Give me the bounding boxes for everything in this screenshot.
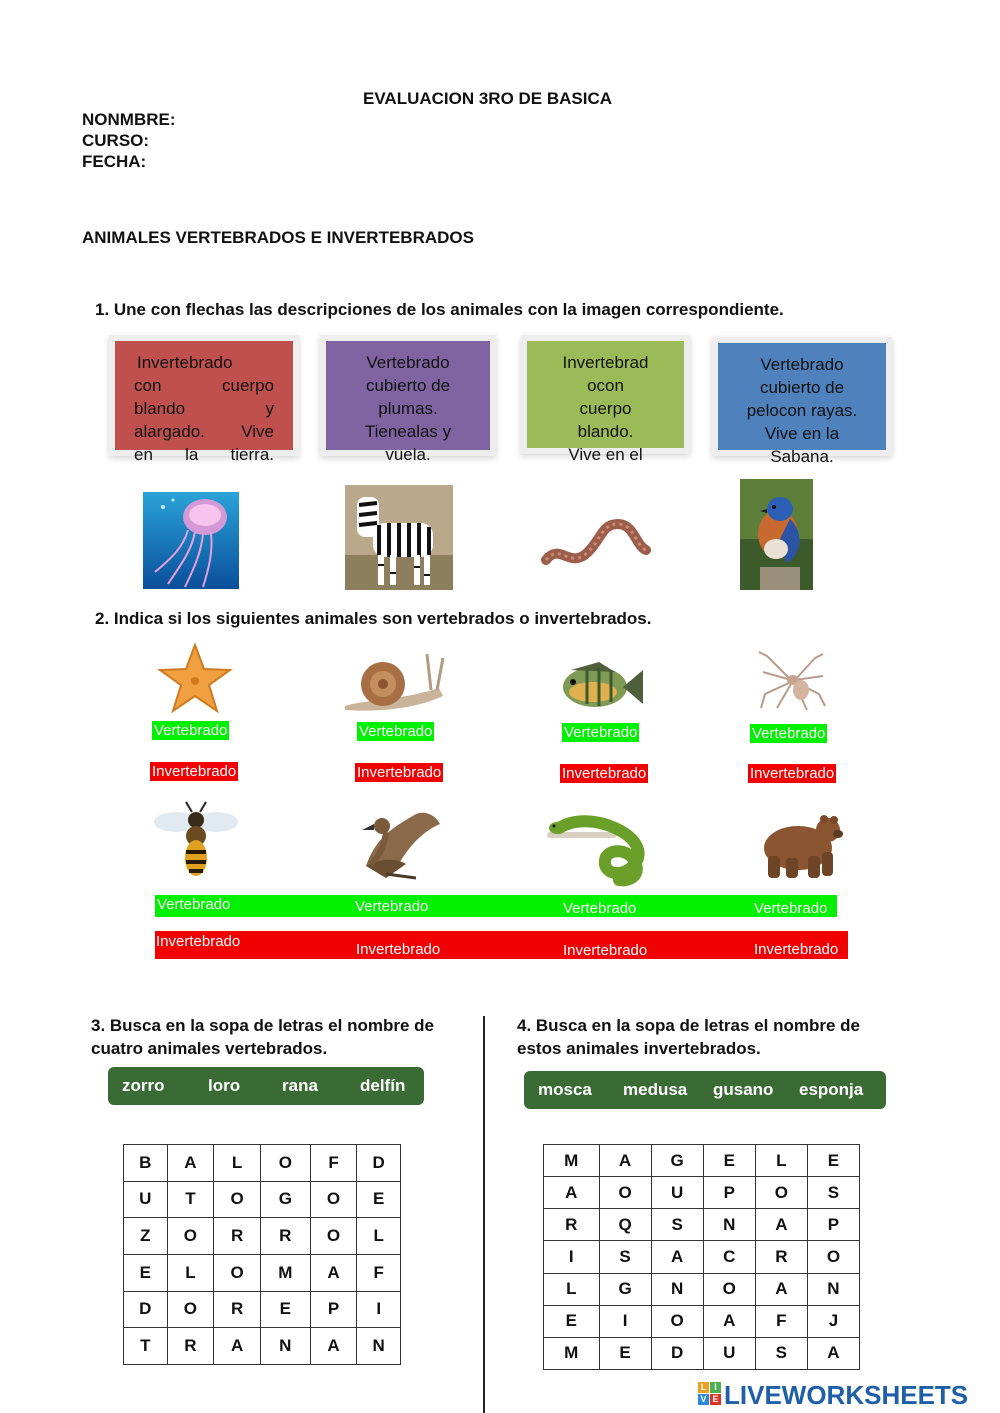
- q3-letter-cell[interactable]: I: [357, 1291, 401, 1328]
- q4-word-search-grid: [543, 1144, 860, 1370]
- q4-letter-row: [544, 1337, 860, 1369]
- description-card-4[interactable]: [718, 343, 886, 466]
- q4-letter-row: [544, 1305, 860, 1337]
- q4-letter-cell[interactable]: O: [599, 1177, 651, 1209]
- q4-letter-cell[interactable]: F: [755, 1305, 807, 1337]
- q3-letter-cell[interactable]: O: [167, 1218, 214, 1255]
- vertebrado-bar: [155, 895, 837, 917]
- q4-letter-row: [544, 1177, 860, 1209]
- q3-letter-cell[interactable]: R: [260, 1218, 310, 1255]
- brand-name: LIVEWORKSHEETS: [724, 1380, 969, 1410]
- q4-letter-cell[interactable]: A: [651, 1241, 703, 1273]
- card3-line: ocon: [587, 376, 624, 395]
- q4-letter-cell[interactable]: E: [807, 1145, 859, 1177]
- q3-letter-row: [124, 1328, 401, 1365]
- q3-letter-cell[interactable]: T: [167, 1181, 214, 1218]
- starfish-image[interactable]: [158, 643, 232, 715]
- q3-word: delfín: [360, 1076, 406, 1095]
- q4-letter-cell[interactable]: G: [651, 1145, 703, 1177]
- q3-letter-cell[interactable]: Z: [124, 1218, 168, 1255]
- q3-letter-cell[interactable]: R: [167, 1328, 214, 1365]
- q3-letter-cell[interactable]: A: [310, 1328, 357, 1365]
- q4-letter-cell[interactable]: E: [544, 1305, 600, 1337]
- q3-letter-cell[interactable]: A: [214, 1328, 261, 1365]
- card2-line: plumas.: [378, 399, 438, 418]
- q4-letter-cell[interactable]: M: [544, 1145, 600, 1177]
- bee-image[interactable]: [152, 800, 240, 878]
- q2-prompt: 2. Indica si los siguientes animales son vertebrados o invertebrados.: [95, 609, 652, 628]
- card1-line: blando y: [134, 399, 274, 418]
- card1-line: con cuerpo: [134, 376, 274, 395]
- invertebrado-option-7[interactable]: Invertebrado: [563, 942, 648, 959]
- zebra-image[interactable]: [345, 485, 453, 590]
- q4-prompt-line2: estos animales invertebrados.: [517, 1039, 761, 1058]
- q3-word: loro: [208, 1076, 241, 1095]
- vertebrado-option-1[interactable]: Vertebrado: [154, 722, 228, 739]
- q4-letter-cell[interactable]: R: [544, 1209, 600, 1241]
- q4-letter-cell[interactable]: S: [599, 1241, 651, 1273]
- q4-letter-cell[interactable]: N: [703, 1209, 755, 1241]
- logo-mark-icon: [698, 1382, 722, 1406]
- q4-letter-cell[interactable]: S: [755, 1337, 807, 1369]
- snake-image[interactable]: [545, 814, 655, 882]
- q3-letter-cell[interactable]: E: [124, 1254, 168, 1291]
- card4-line: Vive en la: [764, 424, 840, 443]
- q4-letter-cell[interactable]: S: [807, 1177, 859, 1209]
- q3-prompt-line1: 3. Busca en la sopa de letras el nombre de: [91, 1016, 434, 1035]
- q3-letter-cell[interactable]: L: [214, 1145, 261, 1182]
- description-card-1[interactable]: [115, 341, 293, 464]
- q3-letter-cell[interactable]: O: [310, 1218, 357, 1255]
- q3-letter-cell[interactable]: B: [124, 1145, 168, 1182]
- q3-word-bank: [108, 1067, 424, 1105]
- q3-letter-cell[interactable]: D: [124, 1291, 168, 1328]
- q3-letter-cell[interactable]: N: [357, 1328, 401, 1365]
- q3-letter-row: [124, 1254, 401, 1291]
- q4-letter-cell[interactable]: O: [703, 1273, 755, 1305]
- q3-letter-cell[interactable]: F: [357, 1254, 401, 1291]
- vertebrado-option-4[interactable]: Vertebrado: [752, 725, 826, 742]
- q4-prompt: [517, 1014, 860, 1060]
- q4-letter-cell[interactable]: A: [755, 1273, 807, 1305]
- jellyfish-image[interactable]: [143, 492, 239, 589]
- q4-letter-cell[interactable]: C: [703, 1241, 755, 1273]
- q4-letter-cell[interactable]: U: [703, 1337, 755, 1369]
- q3-letter-cell[interactable]: N: [260, 1328, 310, 1365]
- q4-letter-cell[interactable]: Q: [599, 1209, 651, 1241]
- bear-image[interactable]: [752, 812, 842, 882]
- q3-letter-cell[interactable]: E: [260, 1291, 310, 1328]
- card2-line: cubierto de: [365, 376, 451, 395]
- q4-prompt-line1: 4. Busca en la sopa de letras el nombre de: [517, 1016, 860, 1035]
- q3-letter-cell[interactable]: T: [124, 1328, 168, 1365]
- q4-letter-cell[interactable]: A: [755, 1209, 807, 1241]
- q4-letter-cell[interactable]: U: [651, 1177, 703, 1209]
- q4-letter-row: [544, 1273, 860, 1305]
- q3-letter-cell[interactable]: O: [214, 1254, 261, 1291]
- q3-word: zorro: [122, 1076, 165, 1095]
- q4-letter-row: [544, 1145, 860, 1177]
- q4-letter-cell[interactable]: P: [807, 1209, 859, 1241]
- q3-letter-row: [124, 1218, 401, 1255]
- date-field-label: FECHA:: [82, 152, 147, 171]
- q4-letter-cell[interactable]: N: [651, 1273, 703, 1305]
- spider-image[interactable]: [757, 650, 827, 712]
- q4-letter-cell[interactable]: A: [599, 1145, 651, 1177]
- q3-letter-row: [124, 1181, 401, 1218]
- bird-image[interactable]: [356, 806, 442, 882]
- q3-letter-cell[interactable]: D: [357, 1145, 401, 1182]
- q4-letter-cell[interactable]: A: [544, 1177, 600, 1209]
- q4-letter-row: [544, 1241, 860, 1273]
- vertebrado-option-5[interactable]: Vertebrado: [157, 896, 231, 913]
- invertebrado-option-6[interactable]: Invertebrado: [356, 941, 441, 958]
- card3-line: blando.: [577, 422, 634, 441]
- card3-line: Invertebrad: [562, 353, 649, 372]
- q3-letter-cell[interactable]: A: [310, 1254, 357, 1291]
- q3-letter-cell[interactable]: A: [167, 1145, 214, 1182]
- q3-letter-cell[interactable]: O: [310, 1181, 357, 1218]
- q4-letter-cell[interactable]: O: [807, 1241, 859, 1273]
- q3-prompt-line2: cuatro animales vertebrados.: [91, 1039, 328, 1058]
- invertebrado-option-3[interactable]: Invertebrado: [562, 765, 647, 782]
- vertebrado-option-2[interactable]: Vertebrado: [359, 723, 433, 740]
- course-field-label: CURSO:: [82, 131, 150, 150]
- invertebrado-option-8[interactable]: Invertebrado: [754, 941, 839, 958]
- q3-letter-cell[interactable]: U: [124, 1181, 168, 1218]
- q4-word: esponja: [799, 1080, 864, 1099]
- earthworm-image[interactable]: [540, 512, 652, 572]
- q3-letter-cell[interactable]: O: [260, 1145, 310, 1182]
- q4-letter-cell[interactable]: D: [651, 1337, 703, 1369]
- q3-letter-cell[interactable]: O: [167, 1291, 214, 1328]
- card4-line: cubierto de: [759, 378, 845, 397]
- card3-line: Vive en el: [568, 445, 643, 464]
- q4-letter-row: [544, 1209, 860, 1241]
- q4-letter-cell[interactable]: I: [544, 1241, 600, 1273]
- card2-line: Vertebrado: [366, 353, 450, 372]
- q4-letter-cell[interactable]: E: [599, 1337, 651, 1369]
- column-divider: [483, 1016, 485, 1413]
- q3-prompt: [91, 1014, 434, 1060]
- q4-letter-cell[interactable]: N: [807, 1273, 859, 1305]
- q4-word: medusa: [623, 1080, 688, 1099]
- q3-letter-cell[interactable]: O: [214, 1181, 261, 1218]
- q4-letter-cell[interactable]: A: [807, 1337, 859, 1369]
- q4-letter-cell[interactable]: S: [651, 1209, 703, 1241]
- q3-word: rana: [282, 1076, 318, 1095]
- q3-word-search-grid: [123, 1144, 401, 1365]
- description-card-3[interactable]: [527, 341, 684, 464]
- q3-letter-cell[interactable]: G: [260, 1181, 310, 1218]
- vertebrado-option-3[interactable]: Vertebrado: [564, 724, 638, 741]
- q4-letter-cell[interactable]: O: [651, 1305, 703, 1337]
- snail-image[interactable]: [343, 648, 447, 712]
- q3-letter-cell[interactable]: R: [214, 1291, 261, 1328]
- student-fields: [82, 109, 176, 172]
- q4-letter-cell[interactable]: G: [599, 1273, 651, 1305]
- worksheet-title: EVALUACION 3RO DE BASICA: [363, 89, 613, 108]
- q3-letter-cell[interactable]: E: [357, 1181, 401, 1218]
- q1-prompt: 1. Une con flechas las descripciones de los animales con la imagen correspondiente.: [95, 300, 784, 319]
- topic-heading: ANIMALES VERTEBRADOS E INVERTEBRADOS: [82, 228, 474, 247]
- card1-line: en la tierra.: [134, 445, 274, 464]
- invertebrado-bar: [155, 931, 848, 959]
- q4-letter-cell[interactable]: M: [544, 1337, 600, 1369]
- card2-line: Tienealas y: [364, 422, 452, 441]
- vertebrado-option-6[interactable]: Vertebrado: [355, 898, 429, 915]
- q4-letter-cell[interactable]: L: [755, 1145, 807, 1177]
- card1-line: alargado. Vive: [134, 422, 274, 441]
- q4-letter-cell[interactable]: E: [703, 1145, 755, 1177]
- invertebrado-option-2[interactable]: Invertebrado: [357, 764, 442, 781]
- fish-image[interactable]: [559, 660, 643, 714]
- card1-line: Invertebrado: [137, 353, 233, 372]
- q3-letter-cell[interactable]: F: [310, 1145, 357, 1182]
- q4-letter-cell[interactable]: A: [703, 1305, 755, 1337]
- card2-line: vuela.: [385, 445, 431, 464]
- q4-letter-cell[interactable]: P: [703, 1177, 755, 1209]
- logo-letter: V: [698, 1394, 709, 1405]
- logo-letter: L: [698, 1382, 709, 1393]
- q4-letter-cell[interactable]: R: [755, 1241, 807, 1273]
- logo-letter: I: [710, 1382, 721, 1393]
- q3-letter-cell[interactable]: R: [214, 1218, 261, 1255]
- vertebrado-option-8[interactable]: Vertebrado: [754, 900, 828, 917]
- q4-word: mosca: [538, 1080, 592, 1099]
- q4-word: gusano: [713, 1080, 774, 1099]
- q3-letter-cell[interactable]: P: [310, 1291, 357, 1328]
- name-field-label: NONMBRE:: [82, 110, 176, 129]
- bluebird-image[interactable]: [740, 479, 813, 590]
- card4-line: pelocon rayas.: [746, 401, 858, 420]
- description-card-2[interactable]: [326, 341, 490, 464]
- logo-letter: E: [710, 1394, 721, 1405]
- q4-word-bank: [524, 1071, 886, 1109]
- card4-line: Vertebrado: [760, 355, 844, 374]
- invertebrado-option-5[interactable]: Invertebrado: [156, 933, 241, 950]
- q3-letter-cell[interactable]: M: [260, 1254, 310, 1291]
- card4-line: Sabana.: [770, 447, 834, 466]
- card3-line: cuerpo: [579, 399, 632, 418]
- q4-letter-cell[interactable]: J: [807, 1305, 859, 1337]
- q4-letter-cell[interactable]: I: [599, 1305, 651, 1337]
- invertebrado-option-1[interactable]: Invertebrado: [152, 763, 237, 780]
- q3-letter-row: [124, 1291, 401, 1328]
- q4-letter-cell[interactable]: O: [755, 1177, 807, 1209]
- q3-letter-cell[interactable]: L: [357, 1218, 401, 1255]
- q4-letter-cell[interactable]: L: [544, 1273, 600, 1305]
- q3-letter-row: [124, 1145, 401, 1182]
- invertebrado-option-4[interactable]: Invertebrado: [750, 765, 835, 782]
- vertebrado-option-7[interactable]: Vertebrado: [563, 900, 637, 917]
- q3-letter-cell[interactable]: L: [167, 1254, 214, 1291]
